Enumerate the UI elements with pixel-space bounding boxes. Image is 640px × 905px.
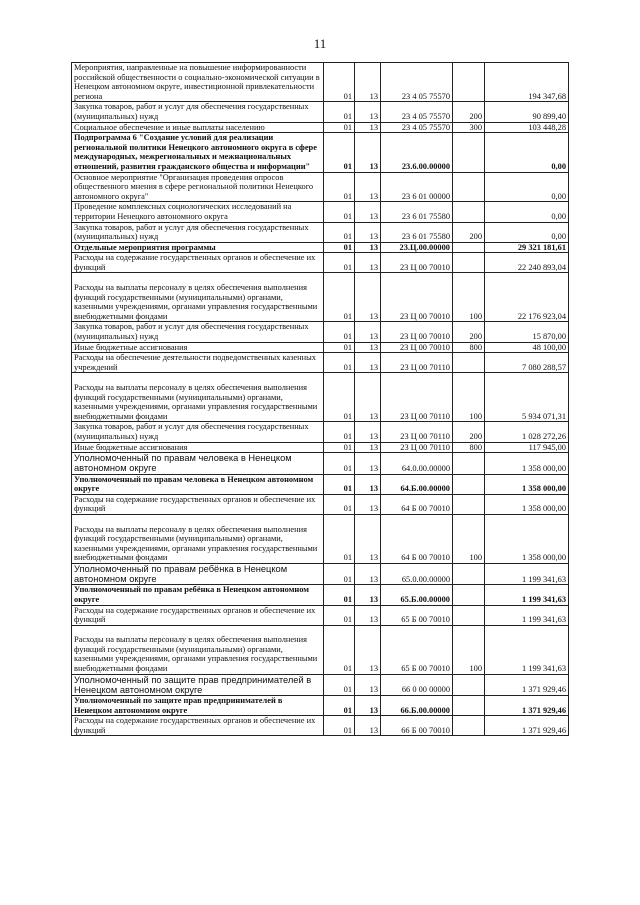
table-row (72, 122, 569, 133)
row-name: Расходы на содержание государственных органов и обеспечение их функций (72, 605, 324, 625)
row-target-article-code: 23 4 05 75570 (381, 63, 453, 102)
row-amount: 1 199 341,63 (485, 563, 569, 584)
table-row (72, 585, 569, 605)
row-section-code: 01 (324, 422, 355, 442)
row-expense-type-code (453, 605, 485, 625)
row-subsection-code: 13 (355, 63, 381, 102)
row-name: Уполномоченный по правам ребёнка в Ненецком автономном округе (72, 563, 324, 584)
row-section-code: 01 (324, 605, 355, 625)
row-amount: 1 199 341,63 (485, 605, 569, 625)
row-name (72, 273, 324, 322)
row-section-code: 01 (324, 453, 355, 474)
budget-table-body (72, 63, 569, 736)
row-section-code: 01 (324, 373, 355, 422)
row-name: Расходы на содержание государственных органов и обеспечение их функций (72, 494, 324, 514)
row-target-article-code: 64.Б.00.00000 (381, 474, 453, 494)
row-subsection-code: 13 (355, 222, 381, 242)
row-name: Закупка товаров, работ и услуг для обеспечения государственных (муниципальных) нужд (72, 422, 324, 442)
row-expense-type-code: 300 (453, 122, 485, 133)
row-subsection-code: 13 (355, 474, 381, 494)
row-amount: 0,00 (485, 222, 569, 242)
row-expense-type-code (453, 202, 485, 222)
row-amount: 1 371 929,46 (485, 674, 569, 695)
cell-spacer (74, 273, 321, 283)
row-section-code: 01 (324, 122, 355, 133)
row-expense-type-code (453, 253, 485, 273)
row-expense-type-code: 100 (453, 373, 485, 422)
row-amount: 90 899,40 (485, 102, 569, 122)
row-amount: 0,00 (485, 172, 569, 202)
row-section-code: 01 (324, 563, 355, 584)
table-row (72, 102, 569, 122)
row-target-article-code: 23 Ц 00 70010 (381, 253, 453, 273)
row-amount: 0,00 (485, 133, 569, 172)
row-target-article-code: 66 0 00 00000 (381, 674, 453, 695)
table-row (72, 222, 569, 242)
table-row (72, 63, 569, 102)
table-row (72, 242, 569, 253)
row-subsection-code: 13 (355, 514, 381, 563)
row-target-article-code: 23 6 01 75580 (381, 222, 453, 242)
row-target-article-code: 23 Ц 00 70010 (381, 322, 453, 342)
row-target-article-code: 23 6 01 00000 (381, 172, 453, 202)
table-row (72, 373, 569, 422)
row-subsection-code: 13 (355, 373, 381, 422)
row-target-article-code: 64 Б 00 70010 (381, 494, 453, 514)
row-target-article-code: 65 Б 00 70010 (381, 625, 453, 674)
row-expense-type-code (453, 716, 485, 736)
row-target-article-code: 23 Ц 00 70110 (381, 442, 453, 453)
row-section-code: 01 (324, 133, 355, 172)
row-section-code: 01 (324, 322, 355, 342)
table-row (72, 514, 569, 563)
row-expense-type-code (453, 494, 485, 514)
row-expense-type-code (453, 563, 485, 584)
row-name-text: Расходы на выплаты персоналу в целях обеспечения выполнения функций государственными (муниципальными) органами, казенными учреждениями, органами управления государственными внебюджетными фондами (74, 524, 318, 563)
row-expense-type-code: 200 (453, 322, 485, 342)
row-amount: 103 448,28 (485, 122, 569, 133)
row-amount: 1 371 929,46 (485, 716, 569, 736)
row-section-code: 01 (324, 696, 355, 716)
row-target-article-code: 23 Ц 00 70010 (381, 273, 453, 322)
row-name-text: Расходы на выплаты персоналу в целях обеспечения выполнения функций государственными (муниципальными) органами, казенными учреждениями, органами управления государственными внебюджетными фондами (74, 383, 318, 421)
row-section-code: 01 (324, 342, 355, 353)
row-subsection-code: 13 (355, 674, 381, 695)
row-subsection-code: 13 (355, 696, 381, 716)
row-name (72, 625, 324, 674)
row-name: Социальное обеспечение и иные выплаты населению (72, 122, 324, 133)
row-name-text: Расходы на выплаты персоналу в целях обеспечения выполнения функций государственными (муниципальными) органами, казенными учреждениями, органами управления государственными внебюджетными фондами (74, 283, 318, 321)
row-section-code: 01 (324, 494, 355, 514)
row-expense-type-code (453, 585, 485, 605)
row-name: Закупка товаров, работ и услуг для обеспечения государственных (муниципальных) нужд (72, 222, 324, 242)
row-expense-type-code: 200 (453, 102, 485, 122)
row-subsection-code: 13 (355, 133, 381, 172)
row-expense-type-code (453, 696, 485, 716)
table-row (72, 442, 569, 453)
row-section-code: 01 (324, 242, 355, 253)
row-amount: 15 870,00 (485, 322, 569, 342)
table-row (72, 172, 569, 202)
cell-spacer (74, 373, 321, 383)
row-expense-type-code (453, 474, 485, 494)
row-amount: 1 358 000,00 (485, 474, 569, 494)
table-row (72, 342, 569, 353)
row-target-article-code: 65.Б.00.00000 (381, 585, 453, 605)
row-subsection-code: 13 (355, 202, 381, 222)
row-section-code: 01 (324, 474, 355, 494)
row-target-article-code: 66.Б.00.00000 (381, 696, 453, 716)
row-subsection-code: 13 (355, 605, 381, 625)
row-name: Уполномоченный по защите прав предпринимателей в Ненецком автономном округе (72, 696, 324, 716)
row-section-code: 01 (324, 102, 355, 122)
row-expense-type-code (453, 674, 485, 695)
row-amount: 1 199 341,63 (485, 625, 569, 674)
cell-spacer (74, 515, 321, 525)
row-target-article-code: 23 Ц 00 70110 (381, 353, 453, 373)
row-amount: 1 199 341,63 (485, 585, 569, 605)
row-name: Закупка товаров, работ и услуг для обеспечения государственных (муниципальных) нужд (72, 322, 324, 342)
row-name (72, 514, 324, 563)
row-name-text: Расходы на выплаты персоналу в целях обеспечения выполнения функций государственными (муниципальными) органами, казенными учреждениями, органами управления государственными внебюджетными фондами (74, 635, 318, 674)
row-target-article-code: 66 Б 00 70010 (381, 716, 453, 736)
row-expense-type-code: 800 (453, 442, 485, 453)
row-section-code: 01 (324, 273, 355, 322)
row-section-code: 01 (324, 716, 355, 736)
row-name: Мероприятия, направленные на повышение информированности российской общественности о социально-экономической ситуации в Ненецком автономном округе, инвестиционной привлекательности региона (72, 63, 324, 102)
row-section-code: 01 (324, 172, 355, 202)
table-row (72, 453, 569, 474)
row-expense-type-code (453, 242, 485, 253)
row-subsection-code: 13 (355, 585, 381, 605)
row-expense-type-code (453, 453, 485, 474)
row-target-article-code: 64 Б 00 70010 (381, 514, 453, 563)
row-subsection-code: 13 (355, 625, 381, 674)
row-expense-type-code (453, 172, 485, 202)
row-target-article-code: 23 Ц 00 70110 (381, 422, 453, 442)
row-target-article-code: 23.6.00.00000 (381, 133, 453, 172)
row-amount: 48 100,00 (485, 342, 569, 353)
row-section-code: 01 (324, 202, 355, 222)
row-name: Иные бюджетные ассигнования (72, 342, 324, 353)
row-name: Уполномоченный по правам ребёнка в Ненецком автономном округе (72, 585, 324, 605)
row-name: Проведение комплексных социологических исследований на территории Ненецкого автономного округа (72, 202, 324, 222)
table-row (72, 674, 569, 695)
row-amount: 1 358 000,00 (485, 453, 569, 474)
row-target-article-code: 64.0.00.00000 (381, 453, 453, 474)
row-subsection-code: 13 (355, 494, 381, 514)
row-name: Иные бюджетные ассигнования (72, 442, 324, 453)
row-section-code: 01 (324, 674, 355, 695)
row-target-article-code: 23.Ц.00.00000 (381, 242, 453, 253)
table-row (72, 353, 569, 373)
row-name: Подпрограмма 6 "Создание условий для реализации региональной политики Ненецкого автономного округа в сфере международных, межрегиональных и межнациональных отношений, развития гражданского общества и информации" (72, 133, 324, 172)
row-expense-type-code: 100 (453, 273, 485, 322)
row-subsection-code: 13 (355, 122, 381, 133)
row-expense-type-code (453, 63, 485, 102)
row-subsection-code: 13 (355, 716, 381, 736)
row-target-article-code: 65 Б 00 70010 (381, 605, 453, 625)
row-section-code: 01 (324, 514, 355, 563)
row-name: Уполномоченный по правам человека в Ненецком автономном округе (72, 453, 324, 474)
row-subsection-code: 13 (355, 273, 381, 322)
row-amount: 1 371 929,46 (485, 696, 569, 716)
page-number: 11 (313, 36, 327, 51)
row-name: Отдельные мероприятия программы (72, 242, 324, 253)
row-subsection-code: 13 (355, 172, 381, 202)
row-section-code: 01 (324, 253, 355, 273)
row-amount: 0,00 (485, 202, 569, 222)
row-subsection-code: 13 (355, 453, 381, 474)
table-row (72, 253, 569, 273)
row-amount: 117 945,00 (485, 442, 569, 453)
row-name (72, 373, 324, 422)
row-subsection-code: 13 (355, 342, 381, 353)
row-amount: 1 358 000,00 (485, 514, 569, 563)
table-row (72, 605, 569, 625)
row-subsection-code: 13 (355, 422, 381, 442)
row-amount: 194 347,68 (485, 63, 569, 102)
row-subsection-code: 13 (355, 442, 381, 453)
table-row (72, 422, 569, 442)
row-amount: 5 934 071,31 (485, 373, 569, 422)
row-subsection-code: 13 (355, 353, 381, 373)
row-expense-type-code: 800 (453, 342, 485, 353)
row-subsection-code: 13 (355, 563, 381, 584)
row-amount: 22 240 893,04 (485, 253, 569, 273)
table-row (72, 474, 569, 494)
row-amount: 1 358 000,00 (485, 494, 569, 514)
row-target-article-code: 23 Ц 00 70010 (381, 342, 453, 353)
table-row (72, 494, 569, 514)
row-amount: 1 028 272,26 (485, 422, 569, 442)
cell-spacer (74, 626, 321, 636)
table-row (72, 716, 569, 736)
row-target-article-code: 65.0.00.00000 (381, 563, 453, 584)
row-name: Закупка товаров, работ и услуг для обеспечения государственных (муниципальных) нужд (72, 102, 324, 122)
row-target-article-code: 23 4 05 75570 (381, 122, 453, 133)
row-subsection-code: 13 (355, 242, 381, 253)
row-section-code: 01 (324, 625, 355, 674)
row-name: Расходы на обеспечение деятельности подведомственных казенных учреждений (72, 353, 324, 373)
row-section-code: 01 (324, 585, 355, 605)
row-section-code: 01 (324, 222, 355, 242)
row-amount: 29 321 181,61 (485, 242, 569, 253)
table-row (72, 322, 569, 342)
table-row (72, 625, 569, 674)
table-row (72, 273, 569, 322)
row-expense-type-code: 100 (453, 625, 485, 674)
row-amount: 7 080 288,57 (485, 353, 569, 373)
row-amount: 22 176 923,04 (485, 273, 569, 322)
row-expense-type-code: 200 (453, 422, 485, 442)
row-expense-type-code (453, 353, 485, 373)
row-section-code: 01 (324, 63, 355, 102)
table-row (72, 202, 569, 222)
budget-table (71, 62, 569, 736)
row-subsection-code: 13 (355, 253, 381, 273)
table-row (72, 696, 569, 716)
row-subsection-code: 13 (355, 322, 381, 342)
row-name: Основное мероприятие "Организация проведения опросов общественного мнения в сфере региональной политики Ненецкого автономного округа" (72, 172, 324, 202)
row-name: Уполномоченный по защите прав предпринимателей в Ненецком автономном округе (72, 674, 324, 695)
row-name: Расходы на содержание государственных органов и обеспечение их функций (72, 716, 324, 736)
row-target-article-code: 23 6 01 75580 (381, 202, 453, 222)
row-target-article-code: 23 Ц 00 70110 (381, 373, 453, 422)
row-target-article-code: 23 4 05 75570 (381, 102, 453, 122)
row-section-code: 01 (324, 353, 355, 373)
row-subsection-code: 13 (355, 102, 381, 122)
table-row (72, 133, 569, 172)
row-expense-type-code (453, 133, 485, 172)
row-name: Расходы на содержание государственных органов и обеспечение их функций (72, 253, 324, 273)
row-expense-type-code: 100 (453, 514, 485, 563)
row-expense-type-code: 200 (453, 222, 485, 242)
table-row (72, 563, 569, 584)
row-section-code: 01 (324, 442, 355, 453)
row-name: Уполномоченный по правам человека в Ненецком автономном округе (72, 474, 324, 494)
